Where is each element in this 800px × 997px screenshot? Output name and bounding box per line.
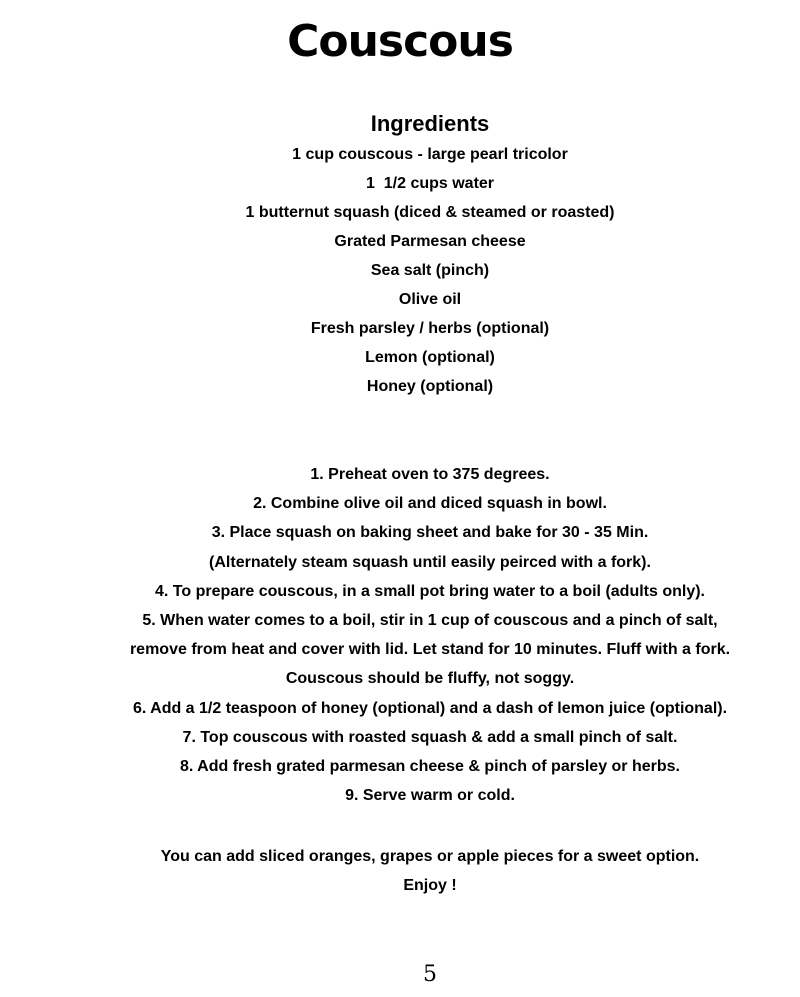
recipe-title: Couscous [287,16,513,67]
ingredient-item: 1 1/2 cups water [365,175,495,192]
closing-line: Enjoy ! [403,877,457,894]
instruction-step: 2. Combine olive oil and diced squash in bowl. [253,495,607,513]
ingredient-item: Sea salt (pinch) [370,262,490,279]
instruction-step: 3. Place squash on baking sheet and bake for 30 - 35 Min. [211,524,649,542]
ingredients-list [0,140,800,401]
instruction-step: (Alternately steam squash until easily peirced with a fork). [209,553,651,571]
page-number: 5 [423,962,437,987]
ingredient-item: Lemon (optional) [365,349,495,366]
ingredient-item: 1 cup couscous - large pearl tricolor [292,146,568,163]
instructions-list [0,460,800,810]
instruction-step: 5. When water comes to a boil, stir in 1 cup of couscous and a pinch of salt, [142,612,718,630]
ingredient-item: Grated Parmesan cheese [334,233,526,250]
instruction-step: 7. Top couscous with roasted squash & add a small pinch of salt. [182,728,678,746]
instruction-step: 4. To prepare couscous, in a small pot bring water to a boil (adults only). [154,582,705,600]
instruction-step: 8. Add fresh grated parmesan cheese & pinch of parsley or herbs. [179,758,680,776]
ingredient-item: Olive oil [398,291,462,308]
ingredient-item: Honey (optional) [366,378,494,395]
sweet-option-tip: You can add sliced oranges, grapes or apple pieces for a sweet option. [160,848,700,865]
ingredient-item: 1 butternut squash (diced & steamed or roasted) [245,204,615,221]
ingredients-heading: Ingredients [370,111,490,136]
serving-note [0,842,800,900]
instruction-step: remove from heat and cover with lid. Let stand for 10 minutes. Fluff with a fork. [129,641,731,659]
ingredient-item: Fresh parsley / herbs (optional) [310,320,550,337]
instruction-step: Couscous should be fluffy, not soggy. [285,670,575,688]
instruction-step: 1. Preheat oven to 375 degrees. [310,466,550,483]
instruction-step: 9. Serve warm or cold. [345,787,515,805]
instruction-step: 6. Add a 1/2 teaspoon of honey (optional) and a dash of lemon juice (optional). [132,699,728,717]
